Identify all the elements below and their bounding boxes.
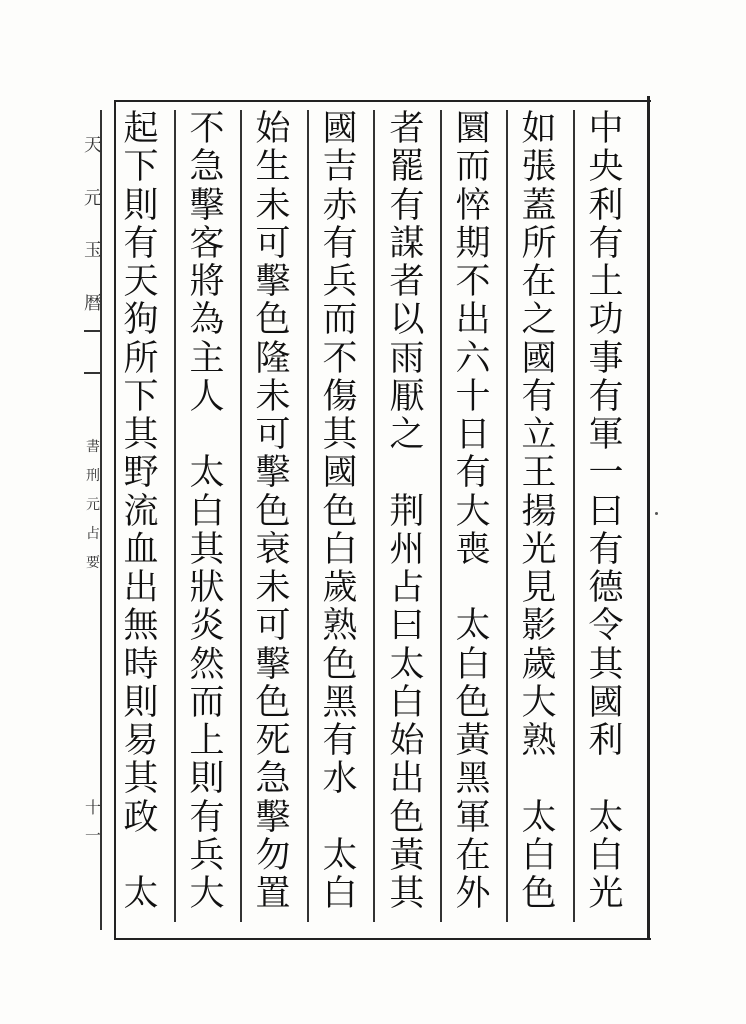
column-character: 未	[255, 185, 291, 226]
column-character: 色	[322, 491, 358, 532]
column-character: 色	[521, 874, 557, 914]
column-character: 黑	[322, 682, 358, 723]
margin-label-char: 書	[86, 439, 100, 455]
column-character: 出	[123, 568, 159, 608]
column-character: 急	[189, 147, 225, 188]
column-character: 令	[588, 606, 624, 647]
column-character: 下	[123, 376, 159, 417]
column-character: 死	[255, 721, 291, 761]
column-character: 有	[588, 376, 624, 417]
column-character: 狗	[123, 300, 159, 341]
column-character: 者	[389, 109, 425, 149]
column-character: 張	[521, 147, 557, 188]
column-character: 歲	[322, 568, 358, 608]
column-character: 蓋	[521, 185, 557, 226]
column-character: 太	[521, 797, 557, 838]
column-character: 有	[322, 721, 358, 761]
column-character: 者	[389, 262, 425, 302]
text-column	[247, 109, 299, 914]
column-character: 擊	[189, 185, 225, 226]
column-character: 所	[123, 338, 159, 379]
column-character: 白	[189, 491, 225, 532]
column-character: 德	[588, 568, 624, 608]
column-character: 之	[389, 415, 425, 455]
column-character: 圜	[455, 109, 491, 149]
column-character: 占	[389, 568, 425, 608]
column-character: 有	[189, 797, 225, 838]
column-character: 易	[123, 721, 159, 761]
column-character: 十	[455, 376, 491, 417]
column-character: 吉	[322, 147, 358, 188]
column-character: 炎	[189, 606, 225, 647]
column-character: 不	[322, 338, 358, 379]
text-column	[513, 109, 565, 914]
column-character: 黑	[455, 759, 491, 800]
column-character: 將	[189, 262, 225, 302]
column-character: 時	[123, 644, 159, 685]
column-rule	[440, 110, 442, 922]
column-character: 兵	[189, 835, 225, 876]
column-character: 曰	[588, 491, 624, 532]
column-character: 六	[455, 338, 491, 379]
column-character: 其	[389, 874, 425, 914]
column-character: 黃	[389, 835, 425, 876]
column-character: 則	[123, 185, 159, 226]
column-rule	[373, 110, 375, 922]
column-character: 擊	[255, 797, 291, 838]
column-character: 有	[588, 529, 624, 570]
column-character: 州	[389, 529, 425, 570]
column-character: 國	[588, 682, 624, 723]
column-character: 有	[322, 223, 358, 264]
column-character: 則	[189, 759, 225, 800]
column-character: 揚	[521, 491, 557, 532]
column-character: 太	[389, 644, 425, 685]
column-character: 未	[255, 376, 291, 417]
column-character: 有	[123, 223, 159, 264]
column-character: 白	[322, 874, 358, 914]
column-character: 謀	[389, 223, 425, 264]
column-character: 太	[322, 835, 358, 876]
column-character: 而	[189, 682, 225, 723]
column-character: 生	[255, 147, 291, 188]
column-character: 白	[322, 529, 358, 570]
margin-label-char: 要	[86, 555, 100, 571]
column-character: 期	[455, 223, 491, 264]
column-character: 出	[389, 759, 425, 800]
column-character: 政	[123, 797, 159, 838]
column-character: 可	[255, 415, 291, 455]
margin-title-char: 天	[84, 135, 102, 157]
column-character: 太	[455, 606, 491, 647]
column-character: 則	[123, 682, 159, 723]
column-character: 光	[588, 874, 624, 914]
column-character: 客	[189, 223, 225, 264]
column-character: 所	[521, 223, 557, 264]
column-character: 白	[588, 835, 624, 876]
margin-title-char: 暦	[84, 292, 102, 314]
column-character: 流	[123, 491, 159, 532]
text-column	[115, 109, 167, 914]
text-column	[381, 109, 433, 914]
column-character: 國	[322, 109, 358, 149]
column-character: 為	[189, 300, 225, 341]
column-character: 悴	[455, 185, 491, 226]
column-character: 日	[455, 415, 491, 455]
column-character: 擊	[255, 262, 291, 302]
column-character: 大	[521, 682, 557, 723]
column-character: 大	[455, 491, 491, 532]
column-character: 一	[588, 453, 624, 494]
column-character: 有	[521, 376, 557, 417]
margin-title-char: 元	[84, 187, 102, 209]
column-character: 可	[255, 223, 291, 264]
column-character: 其	[588, 644, 624, 685]
text-column	[314, 109, 366, 914]
column-character: 不	[455, 262, 491, 302]
column-character: 太	[588, 797, 624, 838]
column-character: 未	[255, 568, 291, 608]
column-character: 起	[123, 109, 159, 149]
column-character: 以	[389, 300, 425, 341]
margin-label-char: 占	[86, 526, 100, 542]
column-character: 雨	[389, 338, 425, 379]
column-character: 央	[588, 147, 624, 188]
column-character: 人	[189, 376, 225, 417]
column-character: 水	[322, 759, 358, 800]
column-character: 衰	[255, 529, 291, 570]
column-character: 利	[588, 721, 624, 761]
column-character: 上	[189, 721, 225, 761]
column-character: 始	[255, 109, 291, 149]
column-character: 色	[322, 644, 358, 685]
column-rule	[240, 110, 242, 922]
column-character: 擊	[255, 453, 291, 494]
column-character: 色	[455, 682, 491, 723]
column-character: 兵	[322, 262, 358, 302]
page-number-char: 一	[84, 826, 101, 845]
column-character: 赤	[322, 185, 358, 226]
column-character: 色	[255, 300, 291, 341]
column-character: 在	[521, 262, 557, 302]
margin-title-char: 玉	[84, 240, 102, 262]
margin-fishtail-mark	[84, 330, 100, 374]
column-character: 勿	[255, 835, 291, 876]
column-character: 可	[255, 606, 291, 647]
column-character: 熟	[322, 606, 358, 647]
text-column	[447, 109, 499, 914]
column-character: 太	[189, 453, 225, 494]
column-character: 始	[389, 721, 425, 761]
margin-page-number	[84, 800, 102, 844]
column-character: 立	[521, 415, 557, 455]
column-character: 黃	[455, 721, 491, 761]
column-character: 而	[455, 147, 491, 188]
column-character: 大	[189, 874, 225, 914]
column-character: 傷	[322, 376, 358, 417]
column-character: 厭	[389, 376, 425, 417]
column-character: 其	[123, 415, 159, 455]
column-character: 其	[322, 415, 358, 455]
column-character: 歲	[521, 644, 557, 685]
column-character: 土	[588, 262, 624, 302]
column-character: 不	[189, 109, 225, 149]
column-character: 急	[255, 759, 291, 800]
margin-label-char: 元	[86, 497, 100, 513]
column-character: 中	[588, 109, 624, 149]
column-character: 白	[455, 644, 491, 685]
column-character: 國	[521, 338, 557, 379]
column-character: 之	[521, 300, 557, 341]
column-character: 影	[521, 606, 557, 647]
column-rule	[573, 110, 575, 922]
column-character: 而	[322, 300, 358, 341]
margin-label-char: 刑	[86, 468, 100, 484]
column-character: 白	[521, 835, 557, 876]
frame-right-border	[647, 96, 650, 938]
column-character: 國	[322, 453, 358, 494]
column-character: 無	[123, 606, 159, 647]
column-character: 有	[588, 223, 624, 264]
column-character: 色	[389, 797, 425, 838]
column-character: 血	[123, 529, 159, 570]
column-character: 光	[521, 529, 557, 570]
margin-book-title	[82, 120, 104, 330]
column-character: 軍	[455, 797, 491, 838]
column-character: 王	[521, 453, 557, 494]
column-character: 如	[521, 109, 557, 149]
column-character: 色	[255, 682, 291, 723]
column-rule	[506, 110, 508, 922]
column-character: 功	[588, 300, 624, 341]
column-character: 其	[189, 529, 225, 570]
column-character: 擊	[255, 644, 291, 685]
column-character: 色	[255, 491, 291, 532]
column-character: 下	[123, 147, 159, 188]
column-character: 主	[189, 338, 225, 379]
column-character: 隆	[255, 338, 291, 379]
column-character: 事	[588, 338, 624, 379]
column-character: 有	[389, 185, 425, 226]
column-character: 狀	[189, 568, 225, 608]
column-character: 白	[389, 682, 425, 723]
column-character: 置	[255, 874, 291, 914]
column-character: 野	[123, 453, 159, 494]
column-character: 然	[189, 644, 225, 685]
column-character: 喪	[455, 529, 491, 570]
column-character: 出	[455, 300, 491, 341]
column-character: 荆	[389, 491, 425, 532]
text-column	[580, 109, 632, 914]
column-character: 太	[123, 874, 159, 914]
page-number-char: 十	[84, 798, 101, 817]
column-character: 熟	[521, 721, 557, 761]
column-character: 利	[588, 185, 624, 226]
column-character: 罷	[389, 147, 425, 188]
column-character: 其	[123, 759, 159, 800]
column-character: 曰	[389, 606, 425, 647]
column-character: 有	[455, 453, 491, 494]
text-column	[181, 109, 233, 914]
column-rule	[174, 110, 176, 922]
ink-speck	[655, 512, 658, 515]
column-character: 見	[521, 568, 557, 608]
column-rule	[307, 110, 309, 922]
margin-section-label	[84, 440, 102, 570]
column-character: 在	[455, 835, 491, 876]
column-character: 軍	[588, 415, 624, 455]
column-character: 天	[123, 262, 159, 302]
column-character: 外	[455, 874, 491, 914]
